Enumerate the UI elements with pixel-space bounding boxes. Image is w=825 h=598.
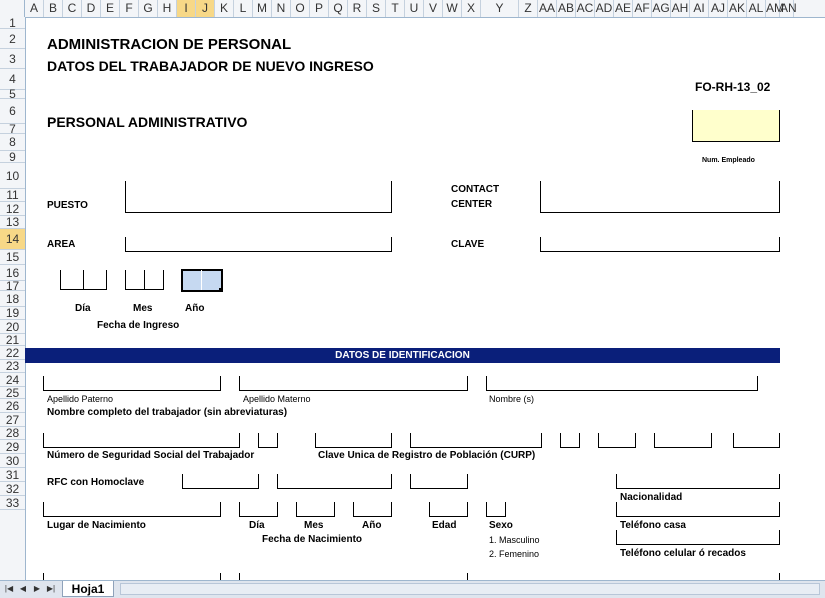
row-header-12[interactable]: 12 (0, 202, 25, 216)
nombre-completo-label: Nombre completo del trabajador (sin abreviaturas) (47, 407, 288, 418)
nac-dia-field[interactable] (239, 502, 278, 517)
column-header-c[interactable]: C (63, 0, 82, 17)
rfc-field-3[interactable] (410, 474, 468, 489)
column-header-u[interactable]: U (405, 0, 424, 17)
row-header-bar (0, 17, 26, 580)
rfc-label: RFC con Homoclave (47, 477, 145, 488)
column-header-an[interactable]: AN (780, 1, 797, 15)
row-header-2[interactable]: 2 (0, 29, 25, 49)
select-all-corner[interactable] (0, 0, 25, 17)
divider (83, 270, 84, 290)
divider (467, 573, 468, 580)
row-header-24[interactable]: 24 (0, 373, 25, 387)
puesto-field[interactable] (125, 181, 392, 213)
column-header-v[interactable]: V (424, 0, 443, 17)
area-label: AREA (47, 239, 76, 250)
row-header-30[interactable]: 30 (0, 454, 25, 468)
curp-field-2[interactable] (410, 433, 542, 448)
nombres-label: Nombre (s) (489, 394, 535, 404)
column-header-ac[interactable]: AC (576, 1, 594, 15)
column-header-o[interactable]: O (291, 0, 310, 17)
column-header-aa[interactable]: AA (538, 1, 555, 15)
column-header-y[interactable]: Y (481, 0, 519, 17)
lugar-nacimiento-field[interactable] (43, 502, 221, 517)
identification-banner: DATOS DE IDENTIFICACION (25, 348, 780, 363)
column-header-af[interactable]: AF (633, 0, 652, 17)
column-header-ak[interactable]: AK (728, 1, 745, 15)
apellido-paterno-field[interactable] (43, 376, 221, 391)
row-header-27[interactable]: 27 (0, 413, 25, 427)
column-header-m[interactable]: M (253, 0, 272, 17)
divider (144, 270, 145, 290)
curp-field-3[interactable] (560, 433, 580, 448)
row-header-6[interactable]: 6 (0, 99, 25, 124)
form-title: ADMINISTRACION DE PERSONAL (47, 36, 292, 53)
row-header-16[interactable]: 16 (0, 265, 25, 281)
column-header-j[interactable]: J (196, 0, 215, 17)
nacionalidad-field[interactable] (616, 474, 780, 489)
row-header-15[interactable]: 15 (0, 250, 25, 265)
nss-digit-field[interactable] (258, 433, 278, 448)
column-header-al[interactable]: AL (747, 0, 766, 17)
column-header-x[interactable]: X (462, 0, 481, 17)
row-header-31[interactable]: 31 (0, 468, 25, 482)
column-header-g[interactable]: G (139, 0, 158, 17)
row-header-18[interactable]: 18 (0, 291, 25, 307)
row-header-21[interactable]: 21 (0, 334, 25, 346)
apellido-materno-field[interactable] (239, 376, 468, 391)
row-header-23[interactable]: 23 (0, 360, 25, 373)
row-header-26[interactable]: 26 (0, 399, 25, 413)
row-header-25[interactable]: 25 (0, 387, 25, 399)
active-cell-selection[interactable] (181, 269, 223, 292)
form-subtitle: DATOS DEL TRABAJADOR DE NUEVO INGRESO (47, 58, 374, 74)
nac-anio-field[interactable] (353, 502, 392, 517)
divider (779, 573, 780, 580)
column-header-e[interactable]: E (101, 0, 120, 17)
row-header-32[interactable]: 32 (0, 482, 25, 496)
edad-field[interactable] (429, 502, 468, 517)
column-header-h[interactable]: H (158, 0, 177, 17)
nac-anio-label: Año (362, 520, 382, 531)
row-header-14[interactable]: 14 (0, 229, 25, 250)
column-header-am[interactable]: AM (766, 1, 784, 15)
column-header-r[interactable]: R (348, 0, 367, 17)
telefono-celular-label: Teléfono celular ó recados (620, 548, 746, 559)
column-header-p[interactable]: P (310, 0, 329, 17)
row-header-9[interactable]: 9 (0, 151, 25, 163)
curp-label: Clave Unica de Registro de Población (CURP) (318, 450, 536, 461)
row-header-7[interactable]: 7 (0, 124, 25, 134)
nombres-field[interactable] (486, 376, 758, 391)
form-code: FO-RH-13_02 (695, 80, 771, 94)
column-header-w[interactable]: W (443, 0, 462, 17)
divider (239, 573, 240, 580)
row-header-17[interactable]: 17 (0, 281, 25, 291)
rfc-field-2[interactable] (277, 474, 392, 489)
dia-label: Día (75, 303, 91, 314)
curp-field-5[interactable] (654, 433, 712, 448)
row-header-3[interactable]: 3 (0, 49, 25, 69)
sexo-field[interactable] (486, 502, 506, 517)
last-sheet-icon[interactable]: ▶| (46, 584, 56, 593)
row-header-1[interactable]: 1 (0, 17, 25, 29)
column-header-q[interactable]: Q (329, 0, 348, 17)
prev-sheet-icon[interactable]: ◀ (19, 584, 27, 593)
masculino-option: 1. Masculino (489, 535, 540, 545)
column-header-s[interactable]: S (367, 0, 386, 17)
column-header-ai[interactable]: AI (690, 0, 709, 17)
curp-field-1[interactable] (315, 433, 392, 448)
row-header-20[interactable]: 20 (0, 320, 25, 334)
column-header-b[interactable]: B (44, 0, 63, 17)
sexo-label: Sexo (489, 520, 513, 531)
anio-label: Año (185, 303, 205, 314)
row-header-22[interactable]: 22 (0, 346, 25, 360)
first-sheet-icon[interactable]: |◀ (4, 584, 14, 593)
divider (201, 270, 202, 290)
edad-label: Edad (432, 520, 457, 531)
column-header-ah[interactable]: AH (671, 1, 689, 15)
horizontal-scrollbar[interactable] (120, 583, 820, 595)
column-header-z[interactable]: Z (519, 0, 538, 17)
column-header-f[interactable]: F (120, 0, 139, 17)
nss-label: Número de Seguridad Social del Trabajador (47, 450, 255, 461)
row-header-13[interactable]: 13 (0, 216, 25, 229)
column-header-t[interactable]: T (386, 0, 405, 17)
divider (43, 573, 44, 580)
contact-label-1: CONTACT (451, 184, 500, 195)
telefono-casa-label: Teléfono casa (620, 520, 686, 531)
nss-field[interactable] (43, 433, 240, 448)
column-header-aj[interactable]: AJ (709, 0, 728, 17)
puesto-label: PUESTO (47, 200, 88, 211)
column-header-k[interactable]: K (215, 0, 234, 17)
row-header-8[interactable]: 8 (0, 134, 25, 151)
nacionalidad-label: Nacionalidad (620, 492, 683, 503)
fecha-ingreso-label: Fecha de Ingreso (97, 320, 180, 331)
row-header-10[interactable]: 10 (0, 163, 25, 189)
column-header-ad[interactable]: AD (595, 1, 613, 15)
next-sheet-icon[interactable]: ▶ (33, 584, 41, 593)
curp-field-4[interactable] (598, 433, 636, 448)
row-header-28[interactable]: 28 (0, 427, 25, 440)
divider (220, 573, 221, 580)
column-header-ab[interactable]: AB (557, 1, 574, 15)
lugar-nacimiento-label: Lugar de Nacimiento (47, 520, 146, 531)
contact-center-field[interactable] (540, 181, 780, 213)
column-header-bar (0, 0, 825, 18)
curp-field-6[interactable] (733, 433, 780, 448)
apellido-materno-label: Apellido Materno (243, 394, 311, 404)
nac-mes-label: Mes (304, 520, 324, 531)
femenino-option: 2. Femenino (489, 549, 540, 559)
fecha-nacimiento-label: Fecha de Nacimiento (262, 534, 363, 545)
sheet-tab-bar (0, 580, 825, 598)
row-header-19[interactable]: 19 (0, 307, 25, 320)
column-header-a[interactable]: A (25, 0, 44, 17)
section-title: PERSONAL ADMINISTRATIVO (47, 114, 248, 130)
fill-handle[interactable] (219, 288, 223, 292)
contact-label-2: CENTER (451, 199, 493, 210)
column-header-d[interactable]: D (82, 0, 101, 17)
telefono-celular-field[interactable] (616, 530, 780, 545)
column-header-n[interactable]: N (272, 0, 291, 17)
row-header-4[interactable]: 4 (0, 69, 25, 90)
mes-label: Mes (133, 303, 153, 314)
column-header-ae[interactable]: AE (614, 1, 631, 15)
column-header-l[interactable]: L (234, 0, 253, 17)
nac-mes-field[interactable] (296, 502, 335, 517)
apellido-paterno-label: Apellido Paterno (47, 394, 114, 404)
rfc-field-1[interactable] (182, 474, 259, 489)
row-header-33[interactable]: 33 (0, 496, 25, 510)
area-field[interactable] (125, 237, 392, 252)
clave-field[interactable] (540, 237, 780, 252)
employee-number-box[interactable] (692, 110, 780, 142)
telefono-casa-field[interactable] (616, 502, 780, 517)
column-header-ag[interactable]: AG (652, 1, 670, 15)
clave-label: CLAVE (451, 239, 485, 250)
nac-dia-label: Día (249, 520, 265, 531)
row-header-11[interactable]: 11 (0, 189, 25, 202)
row-header-5[interactable]: 5 (0, 90, 25, 99)
employee-number-label: Num. Empleado (702, 157, 755, 164)
row-header-29[interactable]: 29 (0, 440, 25, 454)
column-header-i[interactable]: I (177, 0, 196, 17)
sheet-tab-hoja1[interactable]: Hoja1 (62, 581, 114, 597)
